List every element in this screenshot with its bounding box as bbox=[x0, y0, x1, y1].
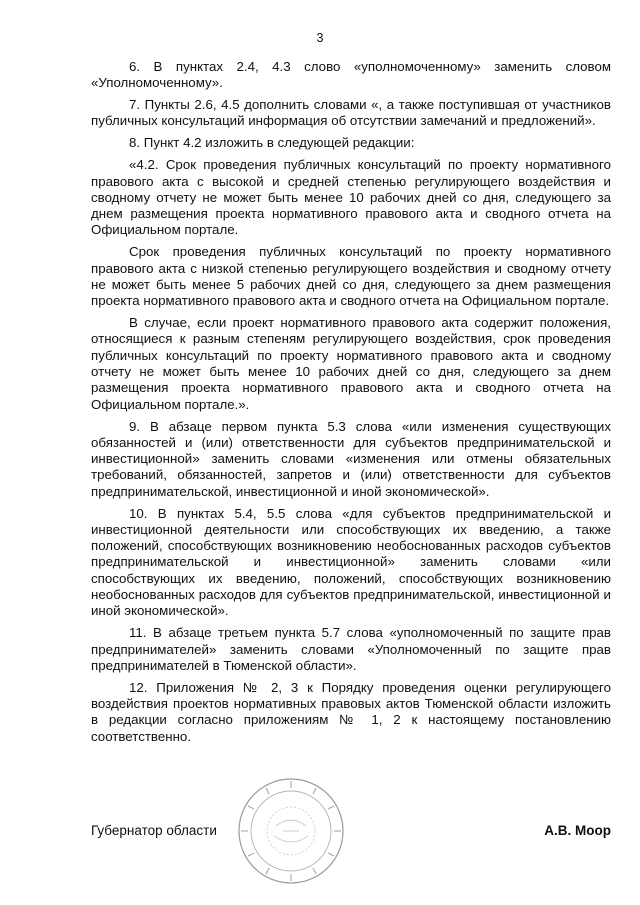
paragraph-item-7: 7. Пункты 2.6, 4.5 дополнить словами «, а также поступившая от участников публичных консультаций информация об отсутствии замечаний и предложений». bbox=[91, 97, 611, 129]
page-number: 3 bbox=[316, 31, 324, 45]
paragraph-item-12: 12. Приложения № 2, 3 к Порядку проведения оценки регулирующего воздействия проектов нормативных правовых актов Тюменской области изложить в редакции согласно приложениям № 1, 2 к настоящему постановлению соответственно. bbox=[91, 679, 611, 744]
paragraph-item-6: 6. В пунктах 2.4, 4.3 слово «уполномоченному» заменить словом «Уполномоченному». bbox=[91, 59, 611, 91]
paragraph-item-8: 8. Пункт 4.2 изложить в следующей редакции: bbox=[129, 135, 415, 151]
quoted-paragraph-low-impact: Срок проведения публичных консультаций по проекту нормативного правового акта с низкой степенью регулирующего воздействия и сводному отчету не может быть менее 5 рабочих дней со дня, следующего за днем размещения проекта нормативного правового акта и сводного отчета на Официальном портале. bbox=[91, 244, 611, 309]
paragraph-item-11: 11. В абзаце третьем пункта 5.7 слова «уполномоченный по защите прав предпринимателей» заменить словами «Уполномоченный по защите прав предпринимателей в Тюменской области». bbox=[91, 625, 611, 673]
signatory-name: А.В. Моор bbox=[544, 823, 611, 838]
paragraph-item-10: 10. В пунктах 5.4, 5.5 слова «для субъектов предпринимательской и инвестиционной деятельности или способствующих их введению, а также положений, способствующих возникновению необоснованных расходов субъектов предпринимательской и инвестиционной» заменить словами «или способствующих их введению, положений, способствующих возникновению необоснованных расходов для субъектов предпринимательской, инвестиционной и иной экономической». bbox=[91, 505, 611, 619]
quoted-paragraph-4-2: «4.2. Срок проведения публичных консультаций по проекту нормативного правового акта с высокой и средней степенью регулирующего воздействия и сводному отчету не может быть менее 10 рабочих дней со дня, следующего за днем размещения проекта нормативного правового акта и сводного отчета на Официальном портале. bbox=[91, 157, 611, 238]
signature-block bbox=[91, 823, 611, 845]
signatory-title: Губернатор области bbox=[91, 823, 217, 838]
document-body bbox=[91, 59, 611, 751]
paragraph-item-9: 9. В абзаце первом пункта 5.3 слова «или изменения существующих обязанностей и (или) ответственности для субъектов предпринимательской и инвестиционной» заменить словами «изменения или отмены обязательных требований, обязанностей, запретов и (или) ответственности для субъектов предпринимательской, инвестиционной и иной экономической». bbox=[91, 418, 611, 499]
quoted-paragraph-mixed-impact: В случае, если проект нормативного правового акта содержит положения, относящиеся к разным степеням регулирующего воздействия, срок проведения публичных консультаций по проекту нормативного правового акта и сводному отчету не может быть менее 10 рабочих дней со дня, следующего за днем размещения проекта нормативного правового акта и сводного отчета на Официальном портале.». bbox=[91, 315, 611, 412]
